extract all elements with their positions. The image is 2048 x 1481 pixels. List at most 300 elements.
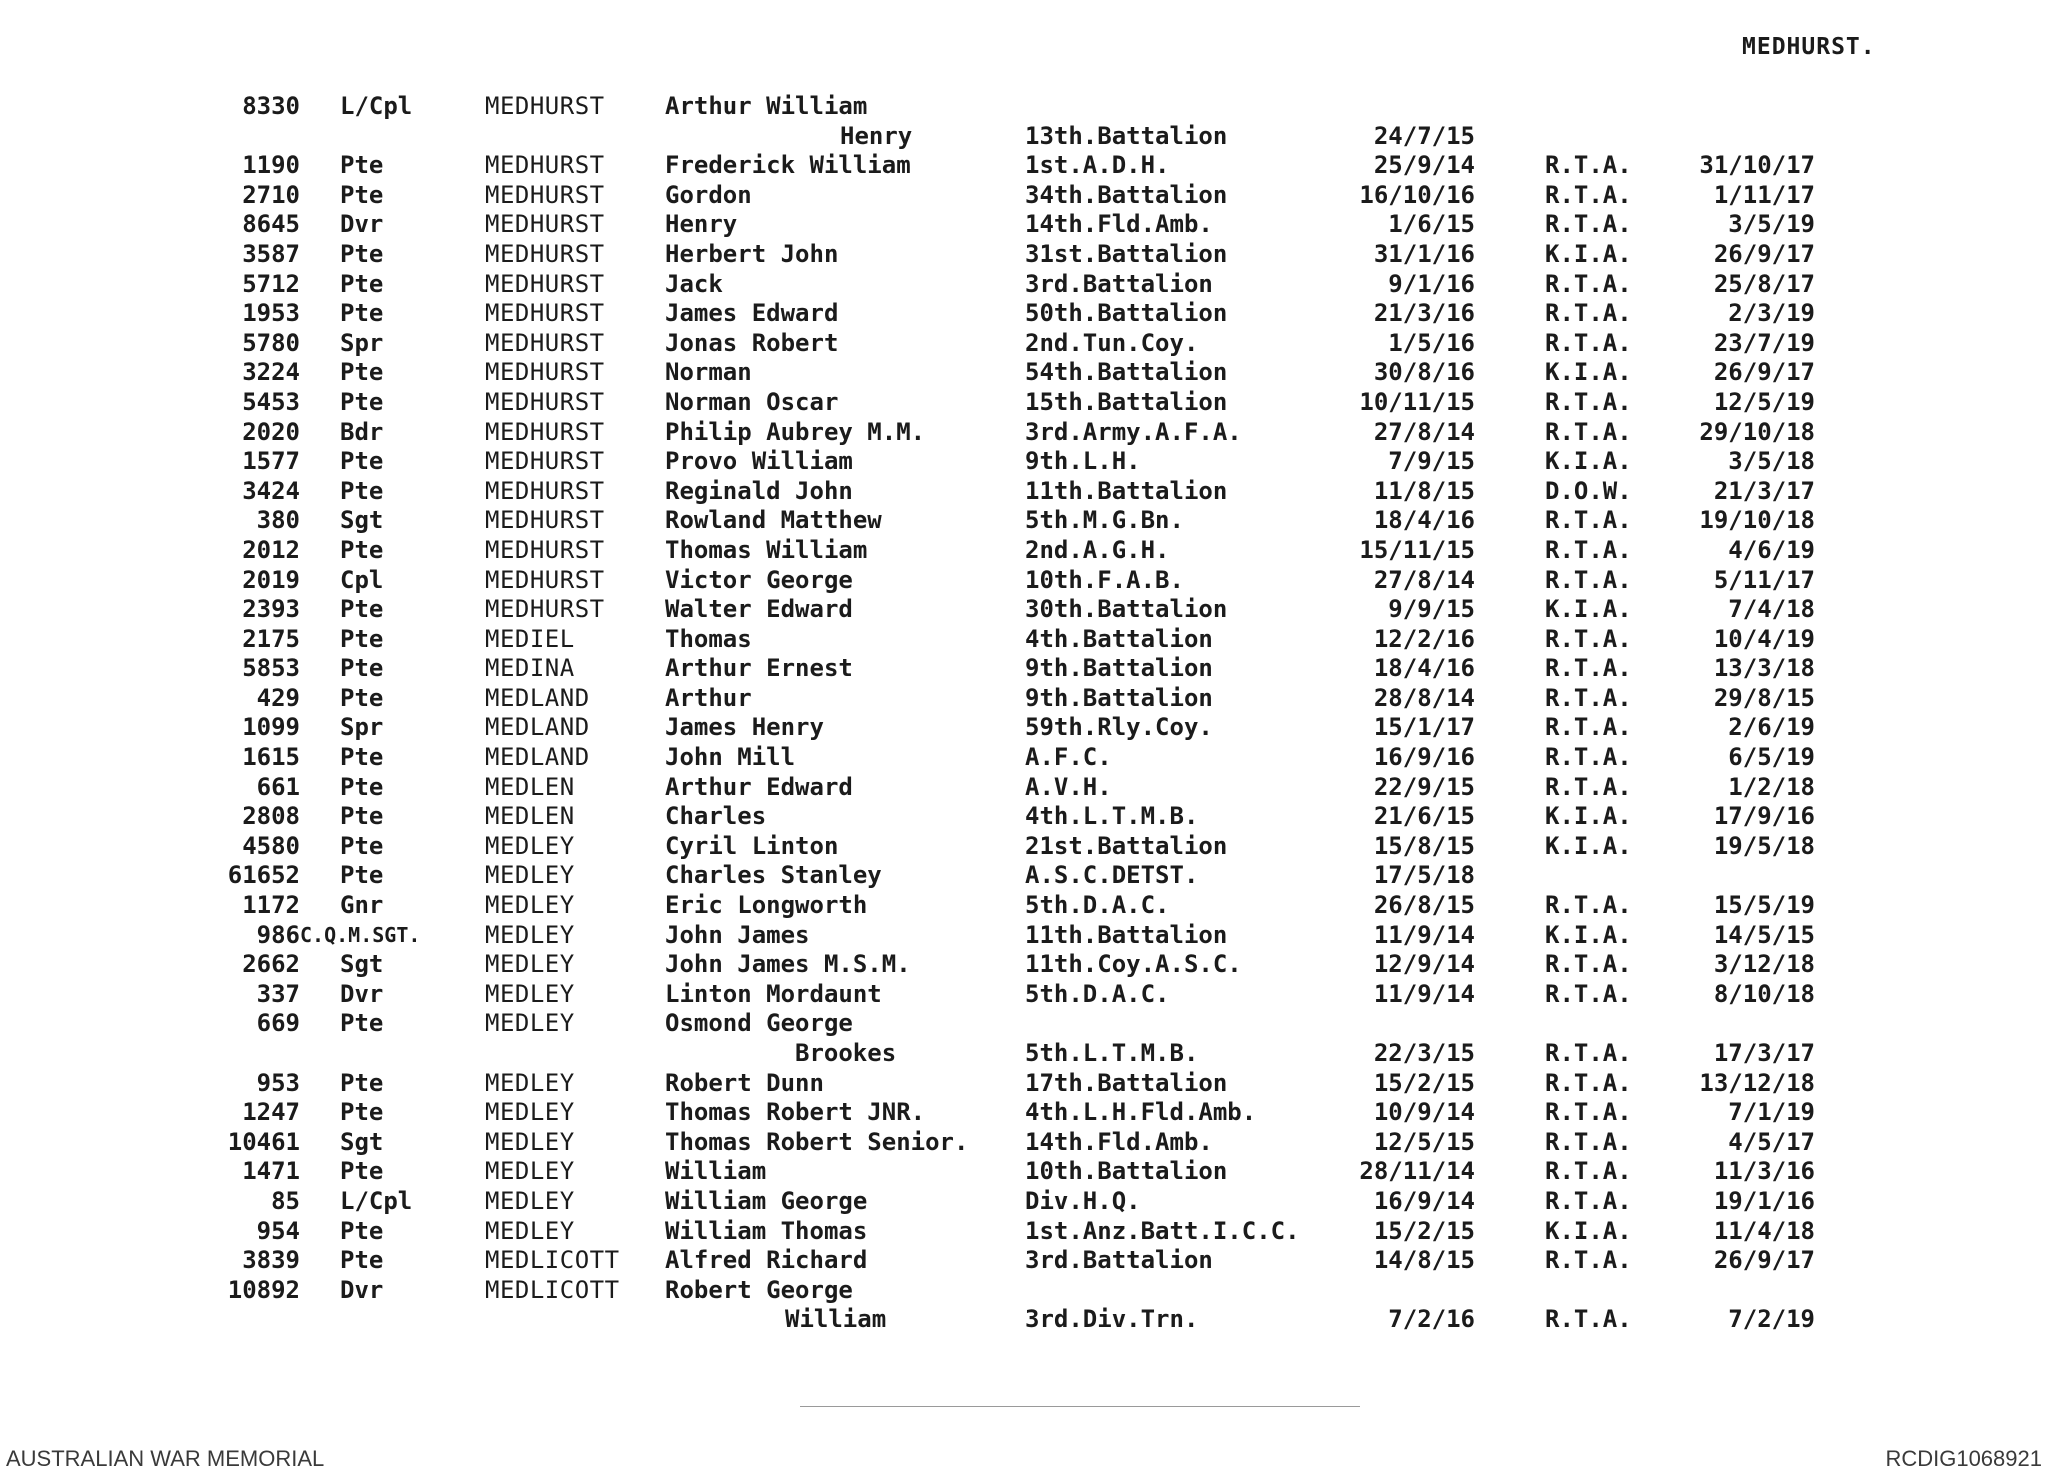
enlistment-date-cell: 17/5/18 [1373, 861, 1475, 890]
rank-cell: Pte [340, 476, 384, 505]
unit-cell: 31st.Battalion [1025, 239, 1228, 268]
rank-cell: Spr [340, 713, 384, 742]
unit-cell: A.F.C. [1025, 743, 1112, 772]
given-names-cell: William George [665, 1186, 868, 1215]
fate-cell: R.T.A. [1545, 772, 1632, 801]
enlistment-date-cell: 25/9/14 [1373, 151, 1475, 180]
table-row [0, 1157, 2048, 1187]
fate-cell: R.T.A. [1545, 387, 1632, 416]
fate-date-cell: 19/5/18 [1713, 831, 1815, 860]
table-row [0, 566, 2048, 596]
regimental-number-cell: 2012 [242, 535, 300, 564]
given-names-cell: Thomas Robert Senior. [665, 1127, 969, 1156]
regimental-number-cell: 3839 [242, 1246, 300, 1275]
enlistment-date-cell: 22/9/15 [1373, 772, 1475, 801]
rank-cell: Sgt [340, 1127, 384, 1156]
table-row [0, 122, 2048, 152]
surname-cell: MEDLEY [485, 1186, 575, 1215]
regimental-number-cell: 2710 [242, 180, 300, 209]
fate-cell: K.I.A. [1545, 595, 1632, 624]
given-names-cell: James Henry [665, 713, 824, 742]
fate-date-cell: 23/7/19 [1713, 328, 1815, 357]
regimental-number-cell: 1471 [242, 1157, 300, 1186]
given-names-cell: Cyril Linton [665, 831, 839, 860]
given-names-cell: Arthur [665, 683, 752, 712]
regimental-number-cell: 1172 [242, 891, 300, 920]
given-names-cell: William [785, 1305, 887, 1334]
table-row [0, 388, 2048, 418]
table-row [0, 713, 2048, 743]
fate-date-cell: 19/1/16 [1713, 1186, 1815, 1215]
surname-cell: MEDHURST [485, 151, 605, 180]
rank-cell: Sgt [340, 506, 384, 535]
given-names-cell: Jonas Robert [665, 328, 839, 357]
regimental-number-cell: 2808 [242, 802, 300, 831]
regimental-number-cell: 1099 [242, 713, 300, 742]
surname-cell: MEDHURST [485, 476, 605, 505]
unit-cell: 5th.M.G.Bn. [1025, 506, 1184, 535]
fate-cell: R.T.A. [1545, 1127, 1632, 1156]
given-names-cell: Rowland Matthew [665, 506, 882, 535]
rank-cell: Pte [340, 1098, 384, 1127]
unit-cell: 2nd.A.G.H. [1025, 535, 1170, 564]
enlistment-date-cell: 15/2/15 [1373, 1068, 1475, 1097]
enlistment-date-cell: 22/3/15 [1373, 1039, 1475, 1067]
given-names-cell: Charles Stanley [665, 861, 882, 890]
rank-cell: Sgt [340, 950, 384, 979]
page-header: MEDHURST. [1742, 34, 1876, 60]
enlistment-date-cell: 15/1/17 [1373, 713, 1475, 742]
rank-cell: Dvr [340, 210, 384, 239]
fate-date-cell: 7/1/19 [1728, 1098, 1815, 1127]
given-names-cell: Victor George [665, 565, 853, 594]
fate-cell: R.T.A. [1545, 713, 1632, 742]
table-row [0, 625, 2048, 655]
rank-cell: C.Q.M.SGT. [300, 922, 421, 947]
rank-cell: Dvr [340, 1275, 384, 1304]
unit-cell: 14th.Fld.Amb. [1025, 210, 1213, 239]
unit-cell: 54th.Battalion [1025, 358, 1228, 387]
fate-date-cell: 8/10/18 [1713, 979, 1815, 1008]
fate-cell: R.T.A. [1545, 1305, 1632, 1334]
given-names-cell: Thomas Robert JNR. [665, 1098, 926, 1127]
rank-cell: Pte [340, 269, 384, 298]
unit-cell: 15th.Battalion [1025, 387, 1228, 416]
table-row [0, 654, 2048, 684]
unit-cell: 3rd.Div.Trn. [1025, 1305, 1199, 1334]
enlistment-date-cell: 27/8/14 [1373, 565, 1475, 594]
fate-cell: R.T.A. [1545, 210, 1632, 239]
table-row [0, 1187, 2048, 1217]
regimental-number-cell: 429 [256, 683, 300, 712]
rank-cell: Pte [340, 683, 384, 712]
unit-cell: 10th.Battalion [1025, 1157, 1228, 1186]
fate-cell: K.I.A. [1545, 239, 1632, 268]
rank-cell: Spr [340, 328, 384, 357]
enlistment-date-cell: 28/8/14 [1373, 683, 1475, 712]
regimental-number-cell: 2019 [242, 565, 300, 594]
enlistment-date-cell: 16/10/16 [1359, 180, 1475, 209]
unit-cell: 5th.D.A.C. [1025, 891, 1170, 920]
surname-cell: MEDHURST [485, 565, 605, 594]
enlistment-date-cell: 31/1/16 [1373, 239, 1475, 268]
regimental-number-cell: 1577 [242, 447, 300, 476]
surname-cell: MEDLEY [485, 1216, 575, 1245]
surname-cell: MEDHURST [485, 210, 605, 239]
fate-date-cell: 17/3/17 [1713, 1039, 1815, 1067]
rank-cell: Pte [340, 861, 384, 890]
regimental-number-cell: 85 [271, 1186, 300, 1215]
enlistment-date-cell: 30/8/16 [1373, 358, 1475, 387]
fate-cell: R.T.A. [1545, 1039, 1632, 1067]
unit-cell: 13th.Battalion [1025, 121, 1228, 150]
given-names-cell: William [665, 1157, 767, 1186]
surname-cell: MEDHURST [485, 269, 605, 298]
fate-cell: K.I.A. [1545, 447, 1632, 476]
table-row [0, 329, 2048, 359]
surname-cell: MEDHURST [485, 535, 605, 564]
rank-cell: Pte [340, 358, 384, 387]
fate-date-cell: 11/3/16 [1713, 1157, 1815, 1186]
given-names-cell: Eric Longworth [665, 891, 868, 920]
given-names-cell: Thomas [665, 624, 752, 653]
table-row [0, 181, 2048, 211]
regimental-number-cell: 8645 [242, 210, 300, 239]
surname-cell: MEDLEY [485, 950, 575, 979]
enlistment-date-cell: 11/8/15 [1373, 476, 1475, 505]
surname-cell: MEDLEY [485, 1157, 575, 1186]
rank-cell: Pte [340, 1009, 384, 1038]
enlistment-date-cell: 16/9/14 [1373, 1186, 1475, 1215]
fate-cell: R.T.A. [1545, 624, 1632, 653]
rank-cell: Pte [340, 180, 384, 209]
enlistment-date-cell: 16/9/16 [1373, 743, 1475, 772]
fate-date-cell: 3/5/19 [1728, 210, 1815, 239]
surname-cell: MEDLEY [485, 920, 575, 949]
unit-cell: 3rd.Army.A.F.A. [1025, 417, 1242, 446]
fate-cell: R.T.A. [1545, 565, 1632, 594]
fate-date-cell: 26/9/17 [1713, 1246, 1815, 1275]
regimental-number-cell: 2393 [242, 595, 300, 624]
given-names-cell: Herbert John [665, 239, 839, 268]
fate-cell: R.T.A. [1545, 1098, 1632, 1127]
rank-cell: Pte [340, 151, 384, 180]
enlistment-date-cell: 9/1/16 [1388, 269, 1475, 298]
fate-date-cell: 1/2/18 [1728, 772, 1815, 801]
table-row [0, 447, 2048, 477]
unit-cell: 30th.Battalion [1025, 595, 1228, 624]
surname-cell: MEDHURST [485, 387, 605, 416]
given-names-cell: Robert Dunn [665, 1068, 824, 1097]
unit-cell: 59th.Rly.Coy. [1025, 713, 1213, 742]
given-names-cell: Henry [665, 210, 738, 239]
regimental-number-cell: 2020 [242, 417, 300, 446]
given-names-cell: Osmond George [665, 1009, 853, 1038]
fate-date-cell: 2/3/19 [1728, 299, 1815, 328]
given-names-cell: Henry [840, 121, 913, 150]
fate-date-cell: 4/6/19 [1728, 535, 1815, 564]
surname-cell: MEDHURST [485, 328, 605, 357]
given-names-cell: Linton Mordaunt [665, 979, 882, 1008]
fate-cell: R.T.A. [1545, 743, 1632, 772]
surname-cell: MEDHURST [485, 506, 605, 535]
given-names-cell: Arthur William [665, 92, 868, 120]
fate-date-cell: 15/5/19 [1713, 891, 1815, 920]
unit-cell: 3rd.Battalion [1025, 1246, 1213, 1275]
unit-cell: 5th.D.A.C. [1025, 979, 1170, 1008]
enlistment-date-cell: 7/9/15 [1388, 447, 1475, 476]
enlistment-date-cell: 10/9/14 [1373, 1098, 1475, 1127]
surname-cell: MEDHURST [485, 239, 605, 268]
enlistment-date-cell: 14/8/15 [1373, 1246, 1475, 1275]
rank-cell: Pte [340, 624, 384, 653]
surname-cell: MEDLEY [485, 1068, 575, 1097]
fate-cell: R.T.A. [1545, 950, 1632, 979]
footer-archive-name: AUSTRALIAN WAR MEMORIAL [6, 1446, 325, 1471]
fate-cell: R.T.A. [1545, 1246, 1632, 1275]
fate-date-cell: 21/3/17 [1713, 476, 1815, 505]
regimental-number-cell: 10892 [227, 1275, 300, 1304]
surname-cell: MEDHURST [485, 595, 605, 624]
enlistment-date-cell: 12/9/14 [1373, 950, 1475, 979]
table-row [0, 921, 2048, 951]
fate-cell: R.T.A. [1545, 1068, 1632, 1097]
surname-cell: MEDLEN [485, 772, 575, 801]
given-names-cell: Robert George [665, 1275, 853, 1304]
fate-date-cell: 13/3/18 [1713, 654, 1815, 683]
fate-date-cell: 3/5/18 [1728, 447, 1815, 476]
table-row [0, 151, 2048, 181]
fate-date-cell: 1/11/17 [1713, 180, 1815, 209]
given-names-cell: John James M.S.M. [665, 950, 911, 979]
table-row [0, 299, 2048, 329]
enlistment-date-cell: 21/6/15 [1373, 802, 1475, 831]
fate-date-cell: 6/5/19 [1728, 743, 1815, 772]
table-row [0, 270, 2048, 300]
fate-date-cell: 25/8/17 [1713, 269, 1815, 298]
surname-cell: MEDHURST [485, 447, 605, 476]
given-names-cell: Philip Aubrey M.M. [665, 417, 926, 446]
given-names-cell: Gordon [665, 180, 752, 209]
rank-cell: Bdr [340, 417, 384, 446]
given-names-cell: Reginald John [665, 476, 853, 505]
rank-cell: Pte [340, 387, 384, 416]
roll-table [0, 92, 2048, 1335]
rank-cell: L/Cpl [340, 92, 413, 120]
enlistment-date-cell: 28/11/14 [1359, 1157, 1475, 1186]
regimental-number-cell: 2662 [242, 950, 300, 979]
surname-cell: MEDLEY [485, 1098, 575, 1127]
table-row [0, 1009, 2048, 1039]
regimental-number-cell: 3224 [242, 358, 300, 387]
table-row [0, 1128, 2048, 1158]
fate-cell: R.T.A. [1545, 180, 1632, 209]
fate-date-cell: 31/10/17 [1699, 151, 1815, 180]
surname-cell: MEDHURST [485, 92, 605, 120]
fate-cell: R.T.A. [1545, 1157, 1632, 1186]
fate-cell: R.T.A. [1545, 1186, 1632, 1215]
rank-cell: Pte [340, 299, 384, 328]
regimental-number-cell: 61652 [227, 861, 300, 890]
regimental-number-cell: 1247 [242, 1098, 300, 1127]
fate-date-cell: 3/12/18 [1713, 950, 1815, 979]
surname-cell: MEDLAND [485, 743, 590, 772]
fate-date-cell: 12/5/19 [1713, 387, 1815, 416]
enlistment-date-cell: 1/5/16 [1388, 328, 1475, 357]
given-names-cell: James Edward [665, 299, 839, 328]
regimental-number-cell: 380 [256, 506, 300, 535]
table-row [0, 1039, 2048, 1069]
given-names-cell: Walter Edward [665, 595, 853, 624]
fate-cell: R.T.A. [1545, 506, 1632, 535]
surname-cell: MEDLAND [485, 683, 590, 712]
fate-date-cell: 2/6/19 [1728, 713, 1815, 742]
table-row [0, 536, 2048, 566]
given-names-cell: Frederick William [665, 151, 911, 180]
enlistment-date-cell: 11/9/14 [1373, 920, 1475, 949]
rank-cell: Pte [340, 654, 384, 683]
unit-cell: 9th.L.H. [1025, 447, 1141, 476]
table-row [0, 477, 2048, 507]
given-names-cell: Norman [665, 358, 752, 387]
regimental-number-cell: 5853 [242, 654, 300, 683]
table-row [0, 684, 2048, 714]
given-names-cell: Provo William [665, 447, 853, 476]
table-row [0, 240, 2048, 270]
rank-cell: Pte [340, 772, 384, 801]
surname-cell: MEDINA [485, 654, 575, 683]
regimental-number-cell: 1190 [242, 151, 300, 180]
table-row [0, 950, 2048, 980]
unit-cell: 1st.A.D.H. [1025, 151, 1170, 180]
enlistment-date-cell: 7/2/16 [1388, 1305, 1475, 1334]
surname-cell: MEDLEY [485, 891, 575, 920]
fate-date-cell: 13/12/18 [1699, 1068, 1815, 1097]
enlistment-date-cell: 26/8/15 [1373, 891, 1475, 920]
regimental-number-cell: 954 [256, 1216, 300, 1245]
table-row [0, 210, 2048, 240]
unit-cell: 5th.L.T.M.B. [1025, 1039, 1199, 1067]
fate-date-cell: 14/5/15 [1713, 920, 1815, 949]
surname-cell: MEDHURST [485, 180, 605, 209]
table-row [0, 418, 2048, 448]
rank-cell: L/Cpl [340, 1186, 413, 1215]
regimental-number-cell: 1615 [242, 743, 300, 772]
fate-date-cell: 4/5/17 [1728, 1127, 1815, 1156]
regimental-number-cell: 3587 [242, 239, 300, 268]
rank-cell: Gnr [340, 891, 384, 920]
surname-cell: MEDLEY [485, 831, 575, 860]
given-names-cell: Thomas William [665, 535, 868, 564]
rank-cell: Pte [340, 595, 384, 624]
given-names-cell: Arthur Edward [665, 772, 853, 801]
rank-cell: Cpl [340, 565, 384, 594]
given-names-cell: Alfred Richard [665, 1246, 868, 1275]
table-row [0, 1246, 2048, 1276]
fate-cell: R.T.A. [1545, 654, 1632, 683]
table-row [0, 1069, 2048, 1099]
regimental-number-cell: 986 [256, 920, 300, 949]
surname-cell: MEDLEN [485, 802, 575, 831]
unit-cell: 10th.F.A.B. [1025, 565, 1184, 594]
footer-reference-id: RCDIG1068921 [1885, 1446, 2042, 1471]
table-row [0, 802, 2048, 832]
unit-cell: A.S.C.DETST. [1025, 861, 1199, 890]
surname-cell: MEDHURST [485, 358, 605, 387]
enlistment-date-cell: 11/9/14 [1373, 979, 1475, 1008]
regimental-number-cell: 4580 [242, 831, 300, 860]
fate-cell: R.T.A. [1545, 328, 1632, 357]
surname-cell: MEDLICOTT [485, 1246, 620, 1275]
regimental-number-cell: 5453 [242, 387, 300, 416]
unit-cell: 14th.Fld.Amb. [1025, 1127, 1213, 1156]
scan-line [800, 1406, 1360, 1407]
fate-cell: R.T.A. [1545, 683, 1632, 712]
unit-cell: 9th.Battalion [1025, 683, 1213, 712]
surname-cell: MEDHURST [485, 417, 605, 446]
given-names-cell: Norman Oscar [665, 387, 839, 416]
enlistment-date-cell: 15/8/15 [1373, 831, 1475, 860]
enlistment-date-cell: 21/3/16 [1373, 299, 1475, 328]
table-row [0, 1305, 2048, 1335]
unit-cell: 17th.Battalion [1025, 1068, 1228, 1097]
fate-cell: R.T.A. [1545, 535, 1632, 564]
enlistment-date-cell: 10/11/15 [1359, 387, 1475, 416]
fate-date-cell: 29/10/18 [1699, 417, 1815, 446]
table-row [0, 743, 2048, 773]
fate-cell: K.I.A. [1545, 1216, 1632, 1245]
rank-cell: Dvr [340, 979, 384, 1008]
fate-date-cell: 5/11/17 [1713, 565, 1815, 594]
unit-cell: 4th.L.H.Fld.Amb. [1025, 1098, 1257, 1127]
fate-cell: R.T.A. [1545, 151, 1632, 180]
unit-cell: 34th.Battalion [1025, 180, 1228, 209]
table-row [0, 773, 2048, 803]
enlistment-date-cell: 9/9/15 [1388, 595, 1475, 624]
regimental-number-cell: 3424 [242, 476, 300, 505]
fate-date-cell: 17/9/16 [1713, 802, 1815, 831]
surname-cell: MEDLEY [485, 979, 575, 1008]
given-names-cell: Arthur Ernest [665, 654, 853, 683]
given-names-cell: John James [665, 920, 810, 949]
surname-cell: MEDIEL [485, 624, 575, 653]
unit-cell: 4th.L.T.M.B. [1025, 802, 1199, 831]
unit-cell: 21st.Battalion [1025, 831, 1228, 860]
regimental-number-cell: 337 [256, 979, 300, 1008]
fate-date-cell: 7/4/18 [1728, 595, 1815, 624]
unit-cell: 1st.Anz.Batt.I.C.C. [1025, 1216, 1300, 1245]
fate-cell: D.O.W. [1545, 476, 1632, 505]
fate-cell: R.T.A. [1545, 417, 1632, 446]
unit-cell: 11th.Coy.A.S.C. [1025, 950, 1242, 979]
table-row [0, 1217, 2048, 1247]
fate-date-cell: 29/8/15 [1713, 683, 1815, 712]
table-row [0, 595, 2048, 625]
regimental-number-cell: 953 [256, 1068, 300, 1097]
table-row [0, 506, 2048, 536]
table-row [0, 1098, 2048, 1128]
regimental-number-cell: 10461 [227, 1127, 300, 1156]
unit-cell: A.V.H. [1025, 772, 1112, 801]
rank-cell: Pte [340, 802, 384, 831]
rank-cell: Pte [340, 743, 384, 772]
enlistment-date-cell: 12/5/15 [1373, 1127, 1475, 1156]
enlistment-date-cell: 1/6/15 [1388, 210, 1475, 239]
surname-cell: MEDLAND [485, 713, 590, 742]
enlistment-date-cell: 18/4/16 [1373, 506, 1475, 535]
enlistment-date-cell: 15/2/15 [1373, 1216, 1475, 1245]
table-row [0, 1276, 2048, 1306]
